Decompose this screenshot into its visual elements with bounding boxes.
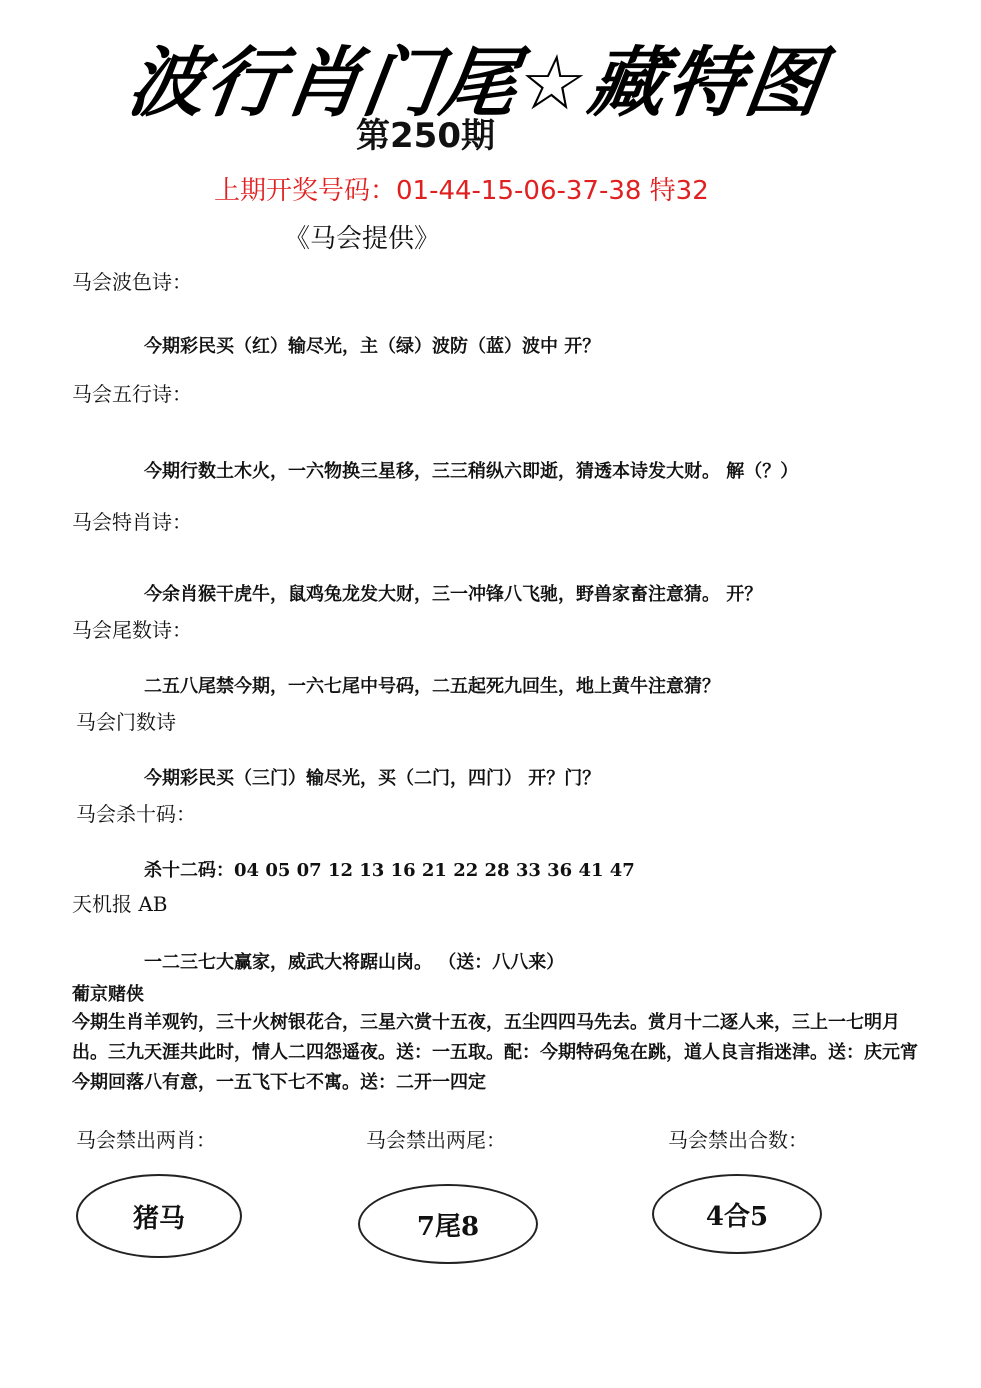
section-label-door-poem: 马会门数诗 xyxy=(76,710,176,734)
page-title: 波行肖门尾☆藏特图 xyxy=(122,38,830,127)
issue-number: 第250期 xyxy=(356,116,495,156)
ban-label-tail: 马会禁出两尾： xyxy=(366,1128,506,1152)
ban-value-sum-ellipse xyxy=(652,1174,822,1254)
ban-value-tail: 7尾8 xyxy=(416,1211,480,1242)
ban-label-zodiac: 马会禁出两肖： xyxy=(76,1128,216,1152)
section-text-zodiac-poem: 今余肖猴干虎牛，鼠鸡兔龙发大财，三一冲锋八飞驰，野兽家畜注意猜。 开？ xyxy=(144,584,763,605)
section-label-zodiac-poem: 马会特肖诗： xyxy=(72,510,192,534)
section-label-tianji: 天机报 AB xyxy=(72,892,168,916)
section-label-tail-poem: 马会尾数诗： xyxy=(72,618,192,642)
section-text-five-elements: 今期行数土木火，一六物换三星移，三三稍纵六即逝，猜透本诗发大财。 解（？） xyxy=(144,461,799,482)
section-label-color-poem: 马会波色诗： xyxy=(72,270,192,294)
ban-value-zodiac: 猪马 xyxy=(132,1203,185,1234)
provider-note: 《马会提供》 xyxy=(284,224,441,254)
pujing-label: 葡京赌侠 xyxy=(72,984,144,1005)
ban-value-sum: 4合5 xyxy=(705,1201,769,1232)
section-text-color-poem: 今期彩民买（红）输尽光，主（绿）波防（蓝）波中 开？ xyxy=(144,336,601,357)
section-label-five-elements: 马会五行诗： xyxy=(72,382,192,406)
ban-label-sum: 马会禁出合数： xyxy=(668,1128,808,1152)
last-draw-numbers: 上期开奖号码：01-44-15-06-37-38 特32 xyxy=(214,176,709,206)
section-text-kill-numbers: 杀十二码：04 05 07 12 13 16 21 22 28 33 36 41 47 xyxy=(144,860,635,881)
section-text-tail-poem: 二五八尾禁今期，一六七尾中号码，二五起死九回生，地上黄牛注意猜？ xyxy=(144,676,720,697)
section-text-door-poem: 今期彩民买（三门）输尽光，买（二门，四门） 开？门？ xyxy=(144,768,601,789)
ban-value-tail-ellipse xyxy=(358,1184,538,1264)
section-text-tianji: 一二三七大赢家，威武大将踞山岗。 （送：八八来） xyxy=(144,952,565,973)
ban-value-zodiac-ellipse xyxy=(76,1174,242,1258)
section-label-kill-numbers: 马会杀十码： xyxy=(76,802,196,826)
pujing-text: 今期生肖羊观钓，三十火树银花合，三星六赏十五夜，五尘四四马先去。赏月十二逐人来，三上一七明月出。三九天涯共此时，情人二四怨遥夜。送：一五取。配：今期特码兔在跳，道人良言指迷津。送：庆元宵今期回落八有意，一五飞下七不寓。送：二开一四定 xyxy=(72,1012,918,1093)
